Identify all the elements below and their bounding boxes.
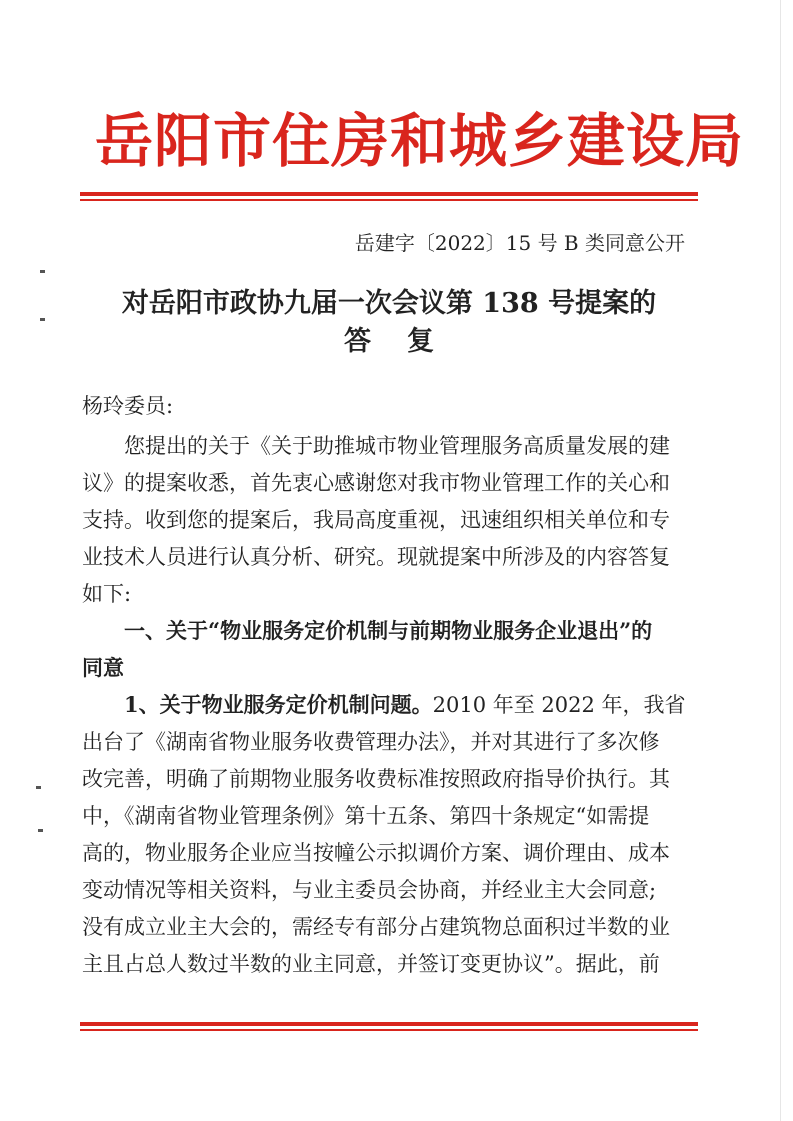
body-line: 支持。收到您的提案后，我局高度重视，迅速组织相关单位和专 <box>82 508 670 532</box>
section-heading-line1: 一、关于“物业服务定价机制与前期物业服务企业退出”的 <box>124 618 653 643</box>
body-line: 没有成立业主大会的，需经专有部分占建筑物总面积过半数的业 <box>82 915 670 939</box>
body-line: 如下: <box>82 582 132 606</box>
footer-rule-thin <box>80 1029 698 1031</box>
scan-mark <box>38 829 43 832</box>
scan-mark <box>40 270 45 273</box>
scan-mark <box>36 786 41 789</box>
document-title-line1: 对岳阳市政协九届一次会议第 138 号提案的 <box>121 288 657 319</box>
body-line: 议》的提案收悉，首先衷心感谢您对我市物业管理工作的关心和 <box>82 471 670 495</box>
subsection-first-line <box>124 690 708 720</box>
body-line: 改完善，明确了前期物业服务收费标准按照政府指导价执行。其 <box>82 767 670 791</box>
body-line: 高的，物业服务企业应当按幢公示拟调价方案、调价理由、成本 <box>82 841 670 865</box>
subsection-heading: 1、关于物业服务定价机制问题。 <box>124 692 433 717</box>
salutation: 杨玲委员: <box>82 394 174 418</box>
document-number: 岳建字〔2022〕15 号 B 类同意公开 <box>354 231 685 255</box>
document-title-line2: 答复 <box>344 326 470 357</box>
body-line: 业技术人员进行认真分析、研究。现就提案中所涉及的内容答复 <box>82 545 670 569</box>
subsection-text: 2010 年至 2022 年，我省 <box>432 693 686 717</box>
section-heading-line2: 同意 <box>82 655 124 680</box>
scan-edge <box>780 0 781 1121</box>
body-line: 主且占总人数过半数的业主同意，并签订变更协议”。据此，前 <box>82 952 660 976</box>
letterhead-title: 岳阳市住房和城乡建设局 <box>95 107 745 175</box>
body-line: 出台了《湖南省物业服务收费管理办法》，并对其进行了多次修 <box>82 730 660 754</box>
letterhead-rule-thin <box>80 199 698 201</box>
body-line: 您提出的关于《关于助推城市物业管理服务高质量发展的建 <box>124 434 670 458</box>
scan-mark <box>40 318 45 321</box>
body-line: 中，《湖南省物业管理条例》第十五条、第四十条规定“如需提 <box>82 804 650 828</box>
body-line: 变动情况等相关资料，与业主委员会协商，并经业主大会同意; <box>82 878 657 902</box>
footer-rule-thick <box>80 1022 698 1026</box>
letterhead-rule-thick <box>80 192 698 196</box>
